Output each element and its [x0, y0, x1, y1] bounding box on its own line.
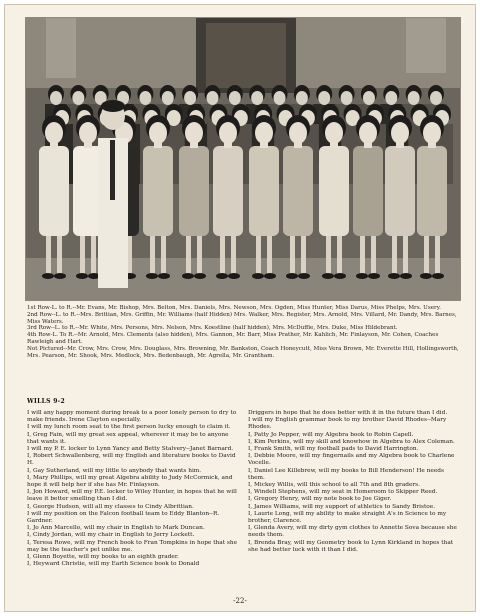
section-title: WILLS 9-2: [27, 398, 65, 405]
will-entry: I, Daniel Lee Killebrew, will my books to Bill Henderson! He needs them.: [248, 467, 444, 481]
wills-columns: [27, 410, 459, 568]
caption-line-row1: 1st Row-L. to R.--Mr. Evans, Mr. Bishop, Mrs. Belton, Mrs. Daniels, Mrs. Newson, Mrs. Ogden, Miss Hunter, Miss Darus, Miss Phelps, Mrs. Usery.: [27, 305, 441, 311]
will-entry: I, Teresa Rowe, will my French book to Fran Tompkins in hope that she may be the teacher's pet unlike me.: [27, 539, 238, 553]
will-entry: I, Greg Fain, will my great sex appeal, wherever it may be to anyone that wants it.: [27, 431, 229, 445]
will-entry: I, Robert Schwallenberg, will my English and literature books to David H.: [27, 453, 236, 467]
caption-line-row2: 2nd Row--L. to R.--Mrs. Brittian, Mrs. Griffin, Mr. Williams (half Hidden) Mrs. Walker, Mrs. Register, Mrs. Arnold, Mrs. Villard, Mr. Dandy, Mrs. Barnes, Miss Waters.: [27, 311, 457, 325]
will-entry: I, Gay Sutherland, will my little to anybody that wants him.: [27, 467, 202, 474]
wills-column-left: [27, 410, 238, 568]
will-entry: I, George Hudson, will all my classes to Cindy Albrittian.: [27, 503, 194, 510]
caption-line-row4: 4th Row-L. To R.--Mr. Arnold, Mrs. Clements (also hidden), Mrs. Gannon, Mr. Barr, Miss Prather, Mr. Kahlich, Mr. Finlayson, Mr. Cohen, Coaches Rawleigh and Hart.: [27, 332, 439, 345]
will-entry: I, Laurie Long, will my ability to make straight A's in Science to my brother, Clarence.: [248, 510, 447, 525]
will-entry: I, Jon Howard, will my P.E. locker to Wiley Hunter, in hopes that he will leave it better smelling than I did.: [27, 489, 237, 503]
will-entry: I, Gregory Henry, will my note book to Joe Giger.: [248, 496, 392, 503]
will-entry: I, Jo Ann Marcello, will my chair in English to Mark Duncan.: [27, 525, 205, 532]
will-entry: Driggers in hope that he does better with it in the future than I did.: [248, 410, 448, 416]
group-photo-image: [26, 18, 460, 300]
will-entry: I, James Williams, will my support of athletics to Sandy Bristoe.: [248, 503, 436, 510]
caption-line-row3: 3rd Row--L. to R.--Mr. White, Mrs. Persons, Mrs. Nelson, Mrs. Koestline (half hidden), Mrs. McDuffie, Mrs. Duke, Miss Hildebrant.: [27, 325, 398, 332]
wills-column-right: [248, 410, 459, 568]
will-entry: I will my English grammar book to my brother David Rhodes--Mary Rhodes.: [248, 417, 447, 431]
will-entry: I, Windell Stephens, will my seat in Homeroom to Skipper Reed.: [248, 489, 438, 496]
will-entry: I, Glenn Boyette, will my books to an eighth grader.: [27, 554, 179, 561]
will-entry: I will my position on the Falcon football team to Eddy Blanton--R. Gardner.: [27, 510, 220, 525]
will-entry: I, Patty Jo Pepper, will my Algebra book to Robin Capell.: [248, 431, 414, 438]
will-entry: I, Cindy Jordan, will my chair in English to Jerry Lockett.: [27, 532, 195, 539]
group-photo: [25, 17, 461, 301]
page-number: -22-: [233, 597, 247, 605]
will-entry: I will my lunch room seat to the first person lucky enough to claim it.: [27, 424, 231, 431]
will-entry: I, Brenda Bray, will my Geometry book to Lynn Kirkland in hopes that she had better luck with it than I did.: [248, 539, 454, 553]
caption-line-not-pictured: Not Pictured--Mr. Crow, Mrs. Crow, Mrs. Douglass, Mrs. Browning, Mr. Bankston, Coach Honeycutt, Miss Vera Brown, Mr. Everette Hill, Hollingsworth, Mrs. Pearson, Mr. Shook, Mrs. Medlock, Mrs. Bedenbaugh, Mr. Agrella, Mr. Grantham.: [27, 345, 459, 359]
yearbook-page: [4, 4, 476, 612]
will-entry: I will my P. E. locker to Lynn Yancy and Betty Stalvery--Janet Barnard.: [27, 446, 234, 453]
will-entry: I, Mary Phillips, will my great Algebra ability to Judy McCormick, and hope it will help her if she has Mr. Finlayson.: [27, 474, 233, 489]
will-entry: I, Kim Perkins, will my skill and knowhow in Algebra to Alex Coleman.: [248, 438, 455, 445]
will-entry: I, Debbie Moore, will my fingernails and my Algebra book to Charlene Vocelle.: [248, 453, 455, 467]
will-entry: I will any happy moment during break to a poor lonely person to dry to make friends. Irene Clayton especially.: [27, 410, 237, 424]
will-entry: I, Glenda Avery, will my dirty gym clothes to Annette Sova because she needs them.: [248, 525, 457, 539]
photo-caption: [27, 305, 459, 359]
will-entry: I, Heyward Christie, will my Earth Science book to Donald: [27, 561, 200, 568]
will-entry: I, Mickey Willis, will this school to all 7th and 8th graders.: [248, 482, 421, 489]
will-entry: I, Frank Smith, will my football pads to David Harrington.: [248, 446, 419, 453]
